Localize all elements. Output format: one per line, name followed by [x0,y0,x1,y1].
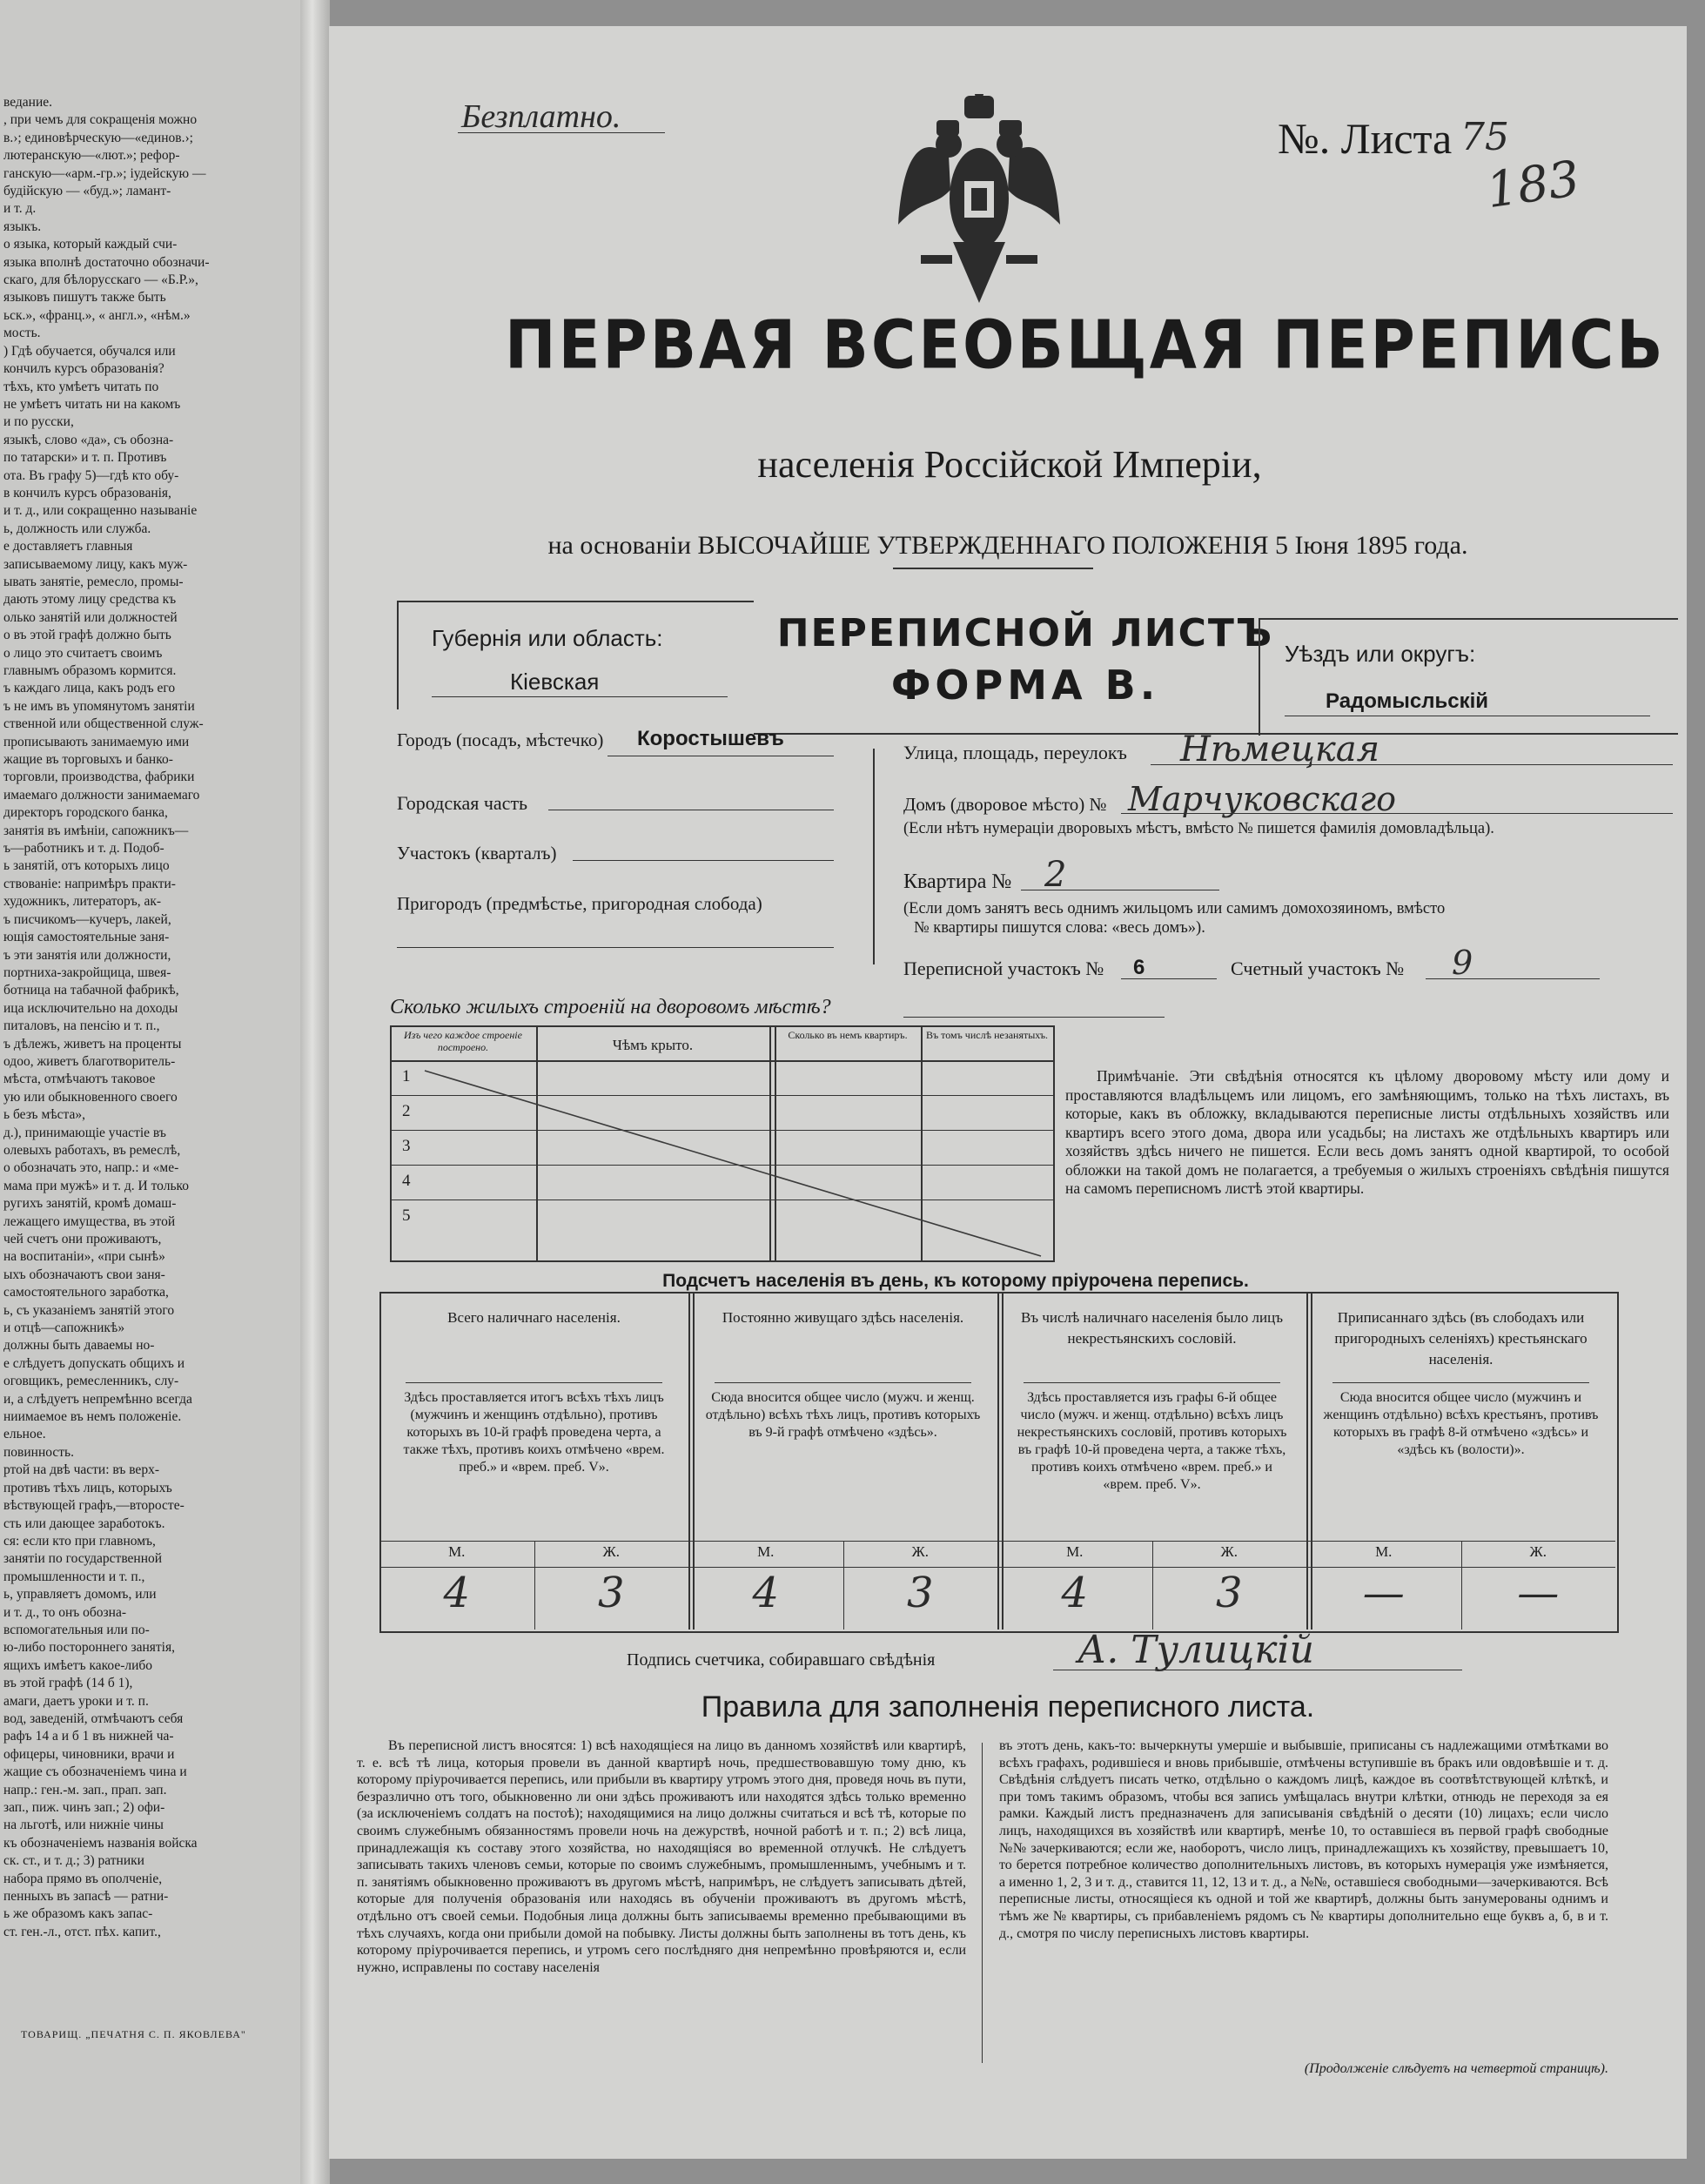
previous-page-line: ящихъ имѣетъ какое-либо [3,1657,153,1673]
count-district-value: 9 [1452,944,1473,982]
previous-page-line: рафъ 14 а и б 1 въ нижней ча- [3,1729,174,1744]
previous-page-line: и отцѣ—сапожникѣ» [3,1320,125,1336]
previous-page-line: напр.: ген.-м. зап., прап. зап. [3,1782,167,1798]
previous-page-line: ица исключительно на доходы [3,1000,178,1016]
sheet-number-value: 75 [1460,115,1509,159]
population-column-head: Приписаннаго здѣсь (въ слободахъ или пригородныхъ селеніяхъ) крестьянскаго населенія. [1334,1309,1588,1368]
male-count: — [1362,1569,1405,1617]
previous-page-line: ведание. [3,95,53,110]
female-label: Ж. [911,1543,929,1560]
count-district-label: Счетный участокъ № [1231,958,1405,979]
previous-page-line: ющія самостоятельные заня- [3,930,170,945]
double-headed-eagle-emblem [896,94,1062,310]
rules-column-1: Въ переписной листъ вносятся: 1) всѣ находящіеся на лицо въ данномъ хозяйствѣ или квартирѣ, т. е. всѣ тѣ лица, которыя провели въ данной квартирѣ ночь, предшествовавшую тому дню, къ которому пріурочивается перепись, или прибыли въ квартиру утромъ этого дня, проведя ночь въ пути, безразлично отъ того, обыкновенно ли они здѣсь проживаютъ или находятся здѣсь только временно (за исключеніемъ солдатъ на постоѣ); находящимися на лицо должны считаться и всѣ тѣ, которые по своимъ служебнымъ обязанностямъ провели ночь на дежурствѣ, ночной работѣ и т. п.; 2) всѣ лица, принадлежащія къ составу этого хозяйства, но находящіяся во временной отлучкѣ. Не слѣдуетъ записывать такихъ членовъ семьи, которые по своимъ служебнымъ, промышленнымъ, учебнымъ и т. п. занятіямъ обыкновенно проживаютъ въ другомъ мѣстѣ, напримѣръ, не слѣдуетъ записывать дѣтей, которые для полученія образованія или находясь въ обученіи проживаютъ въ другомъ мѣстѣ, отдѣльно отъ своей семьи. Подобныя лица должны быть записываемы временно пребывающими въ тѣхъ случаяхъ, когда они прибыли домой на побывку. Листы должны быть заполнены въ тотъ день, къ которому пріурочивается перепись, и утромъ сего послѣдняго дня непремѣнно провѣряются и, если нужно, исправлены по составу населенія [357,1738,966,1975]
street-label: Улица, площадь, переулокъ [903,742,1127,763]
form-title: ПЕРЕПИСНОЙ ЛИСТЪ [776,611,1274,655]
previous-page-line: ск. ст., и т. д.; 3) ратники [3,1853,144,1869]
previous-page-line: ю-либо постороннего занятія, [3,1640,175,1656]
buildings-col-material: Изъ чего каждое строеніе построено. [404,1029,522,1053]
previous-page-line: на льготѣ, или нижніе чины [3,1818,164,1833]
district-line [573,860,834,861]
previous-page-line: ъ—работникъ и т. д. Подоб- [3,841,164,857]
previous-page-line: занятія въ имѣніи, сапожникъ— [3,823,189,838]
house-line [1121,813,1673,814]
previous-page-line: самостоятельного заработка, [3,1285,169,1300]
street-line [1151,764,1673,765]
previous-page-line: в.›; единовѣрческую—«единов.›; [3,130,193,145]
previous-page-line: офицеры, чиновники, врачи и [3,1746,175,1762]
sheet-number-value-2: 183 [1482,150,1583,220]
previous-page-line: прописывають занимаемую ими [3,734,190,749]
previous-page-line: олько занятій или должностей [3,609,178,625]
suburb-label: Пригородъ (предмѣстье, пригородная слобода) [397,893,762,914]
previous-page-line: на воспитаніи», «при сынѣ» [3,1249,165,1265]
previous-page-line: ыхъ обозначаютъ свои заня- [3,1267,165,1282]
district-label: Участокъ (кварталъ) [397,843,557,864]
count-district-line [1426,978,1600,979]
previous-page-line: должны быть даваемы но- [3,1338,155,1354]
previous-page-line: тѣхъ, кто умѣетъ читать по [3,379,159,394]
address-divider [873,749,875,964]
apartment-note-2: № квартиры пишутся слова: «весь домъ»). [914,919,1205,937]
population-head-rule [715,1382,971,1383]
previous-page-line: питаловъ, на пенсію и т. п., [3,1018,160,1034]
previous-page-line: скаго, для бѣлорусскаго — «Б.Р.», [3,272,198,288]
building-row-number: 1 [402,1067,411,1085]
previous-page-line: языкѣ, слово «да», съ обозна- [3,432,174,447]
population-sex-divider [843,1541,844,1630]
previous-page-line: языка вполнѣ достаточно обозначи- [3,254,210,270]
male-label: М. [1066,1543,1084,1560]
apartment-value: 2 [1044,855,1067,895]
right-box-top [1260,618,1678,620]
apartment-label: Квартира № [903,870,1012,893]
previous-page-line: ъ дѣлежъ, живетъ на проценты [3,1036,182,1052]
male-count: 4 [443,1569,471,1617]
previous-page-line: амаги, даетъ уроки и т. п. [3,1693,149,1709]
buildings-col-apartments: Сколько въ немъ квартиръ. [788,1029,908,1041]
street-value: Нѣмецкая [1180,729,1380,769]
previous-page-line: и по русски, [3,414,74,430]
page-title: ПЕРВАЯ ВСЕОБЩАЯ ПЕРЕПИСЬ [505,305,1666,385]
previous-page-line: записываемому лицу, какъ муж- [3,556,188,572]
left-box-top [397,601,754,602]
buildings-question: Сколько жилыхъ строеній на дворовомъ мѣстѣ? [390,996,831,1018]
previous-page-line: ь же образомъ какъ запас- [3,1906,153,1922]
census-district-line [1121,978,1217,979]
previous-page-line: ганскую—«арм.-гр.»; іудейскую — [3,165,206,181]
previous-page-line: ь занятій, отъ которыхъ лицо [3,858,170,874]
previous-page-line: лежащего имущества, въ этой [3,1213,176,1229]
previous-page-line: и, а слѣдуетъ непремѣнно всегда [3,1391,192,1407]
census-form-page [329,26,1687,2159]
previous-page-line: къ обозначеніемъ названія войска [3,1835,198,1851]
female-count: — [1517,1569,1560,1617]
divider [893,568,1093,569]
previous-page-line: д.), принимающіе участіе въ [3,1125,166,1140]
previous-page-line: жащие въ торговыхъ и банко- [3,752,173,768]
free-underline [458,132,665,133]
previous-page-line: ст. ген.-л., отст. пѣх. капит., [3,1924,161,1939]
gubernia-line [432,696,728,697]
uezd-label: Уѣздъ или округъ: [1285,641,1476,667]
previous-page-line: вспомогательныя или по- [3,1622,150,1637]
previous-page-line: лютеранскую—«лют.»; рефор- [3,148,180,164]
previous-page-line: имаемаго должности занимаемаго [3,787,200,803]
population-head-rule [406,1382,662,1383]
previous-page-line: ь, съ указаніемъ занятій этого [3,1302,175,1318]
previous-page-line: оговщикъ, ремесленникъ, слу- [3,1374,179,1389]
previous-page-line: ) Гдѣ обучается, обучался или [3,343,176,359]
male-count: 4 [752,1569,780,1617]
left-box-side [397,601,399,709]
previous-page-line: е доставляетъ главныя [3,539,133,554]
building-row-number: 3 [402,1137,411,1155]
population-sex-divider [1152,1541,1153,1630]
previous-page-line: о языка, который каждый счи- [3,237,178,252]
free-label: Безплатно. [461,98,621,135]
previous-page-line: занятіи по государственной [3,1551,163,1567]
previous-page-line: вод, заведеній, отмѣчаютъ себя [3,1710,184,1726]
previous-page-line: е слѣдуетъ допускать общихъ и [3,1355,185,1371]
previous-page-line: ь, управляетъ домомъ, или [3,1587,157,1603]
apartment-note-1: (Если домъ занятъ весь однимъ жильцомъ или самимъ домохозяиномъ, вмѣсто [903,900,1446,917]
previous-page-line: мость. [3,326,41,341]
previous-page-line: въ этой графѣ (14 б 1), [3,1676,133,1691]
previous-page-line: художникъ, литераторъ, ак- [3,894,162,910]
population-value-rule [379,1567,1615,1568]
house-label: Домъ (дворовое мѣсто) № [903,794,1107,815]
previous-page-line: ывать занятіе, ремесло, промы- [3,574,184,589]
male-label: М. [1375,1543,1393,1560]
previous-page-line: жащие съ обозначеніемъ чина и [3,1764,187,1780]
previous-page-line: и т. д. [3,201,37,217]
page-subtitle: населенія Россійской Имперіи, [757,443,1262,486]
previous-page-line: противъ тѣхъ лицъ, которыхъ [3,1480,172,1495]
male-count: 4 [1061,1569,1089,1617]
previous-page-line: сть или дающее заработокъ. [3,1515,165,1531]
previous-page-line: ь, должность или служба. [3,521,151,536]
census-district-value: 6 [1133,956,1145,979]
rules-divider [982,1743,983,2063]
building-row-number: 2 [402,1102,411,1120]
previous-page-line: портниха-закройщица, швея- [3,964,171,980]
previous-page-line: не умѣетъ читать ни на какомъ [3,396,181,412]
suburb-line [397,947,834,948]
previous-page-line: о лицо это считаетъ своимъ [3,645,163,661]
previous-page-line: ую или обыкновенного своего [3,1089,178,1105]
house-note: (Если нѣтъ нумераціи дворовыхъ мѣстъ, вмѣсто № пишется фамилія домовладѣльца). [903,820,1494,837]
female-count: 3 [906,1569,934,1617]
previous-page-line: одоо, живетъ благотворитель- [3,1053,176,1069]
city-part-label: Городская часть [397,792,528,814]
population-sex-header-rule [379,1541,1615,1542]
rules-column-2: въ этотъ день, какъ-то: вычеркнуты умершіе и выбывшіе, приписаны съ надлежащими отмѣтками во всѣхъ графахъ, родившіеся и вновь прибывшіе, отмѣчены вступившіе въ бракъ или овдовѣвшіе и т. д. Свѣдѣнія слѣдуетъ писать четко, отдѣльно о каждомъ лицѣ, каждое въ соотвѣтствующей клѣткѣ, и при томъ такимъ образомъ, чтобы вся запись умѣщалась внутри клѣтки, отнюдь не переходя за ея рамки. Каждый листъ предназначенъ для записыванія свѣдѣній о десяти (10) лицахъ; если число лицъ, находящихся въ хозяйствѣ или квартирѣ, менѣе 10, то оставшіеся въ первой графѣ свободные №№ зачеркиваются; если же, наоборотъ, число лицъ, принадлежащихъ къ хозяйству, превышаетъ 10, то берется потребное количество дополнительныхъ листовъ, въ которыхъ нумерація уже измѣняется, а именно 1, 2, 3 и т. д., ставится 11, 12, 13 и т. д., а №№, оставшіеся свободными—зачеркиваются. Всѣ переписные листы, относящіеся къ одной и той же квартирѣ, должны быть занумерованы однимъ и тѣмъ же № квартиры, съ прибавленіемъ рядомъ съ № квартиры дополнительно еще буквъ а, б, в и т. д., смотря по числу переписныхъ листовъ квартиры. [999,1738,1608,1941]
previous-page-line: ъ не имъ въ упомянутомъ занятіи [3,698,195,714]
previous-page-line: дають этому лицу средства къ [3,592,177,608]
previous-page-line: ъ каждаго лица, какъ родъ его [3,681,176,696]
population-column-head: Въ числѣ наличнаго населенія было лицъ некрестьянскихъ сословій. [1020,1309,1284,1347]
previous-page-line: ругихъ занятій, кромѣ домаш- [3,1196,177,1212]
buildings-answer-line [903,1017,1165,1018]
female-label: Ж. [602,1543,620,1560]
sheet-number-label: №. Листа [1278,114,1453,163]
cross-out-stroke [390,1060,1053,1259]
city-label: Городъ (посадъ, мѣстечко) [397,729,604,750]
city-value: Коростышевъ [637,727,784,750]
buildings-col-roof: Чѣмъ крыто. [612,1037,694,1053]
population-head-rule [1024,1382,1280,1383]
legal-basis: на основаніи ВЫСОЧАЙШЕ УТВЕРЖДЕННАГО ПОЛОЖЕНІЯ 5 Іюня 1895 года. [547,531,1468,560]
previous-page-line: и т. д., или сокращенно называніе [3,503,198,519]
population-sex-divider [534,1541,535,1630]
signature-value: А. Тулицкій [1077,1628,1314,1672]
population-sex-divider [1461,1541,1462,1630]
previous-page-line: ельное. [3,1427,46,1442]
previous-page-line: кончилъ курсъ образованія? [3,361,164,377]
male-label: М. [448,1543,466,1560]
signature-label: Подпись счетчика, собиравшаго свѣдѣнія [627,1650,936,1670]
building-row-number: 5 [402,1206,411,1225]
previous-page-line: ота. Въ графу 5)—гдѣ кто обу- [3,467,179,483]
previous-page-line: ь безъ мѣста», [3,1107,86,1123]
previous-page-line: ственной или общественной служ- [3,716,204,732]
population-column-head: Всего наличнаго населенія. [447,1309,621,1326]
previous-page-line: ъ эти занятія или должности, [3,947,171,963]
house-value: Марчуковскаго [1128,780,1396,818]
uezd-value: Радомысльскій [1326,689,1488,713]
previous-page-line: по татарски» и т. п. Противъ [3,450,167,466]
previous-page-line: ся: если кто при главномъ, [3,1533,156,1549]
previous-page-line: в кончилъ курсъ образованія, [3,485,171,501]
population-column-description: Здѣсь проставляется итогъ всѣхъ тѣхъ лицъ (мужчинъ и женщинъ отдѣльно), противъ которыхъ въ 10-й графѣ проведена черта, а также тѣхъ, противъ коихъ отмѣчено «врем. преб.» и «врем. преб. V». [403,1390,665,1475]
previous-page-line: о въ этой графѣ должно быть [3,628,171,643]
male-label: М. [757,1543,775,1560]
female-count: 3 [1215,1569,1243,1617]
rules-title: Правила для заполненія переписного листа. [701,1690,1315,1724]
previous-page-line: языковъ пишутъ также быть [3,290,166,306]
previous-page-line: повинность. [3,1444,74,1460]
female-label: Ж. [1529,1543,1547,1560]
previous-page-line: директоръ городского банка, [3,805,168,821]
previous-page-line: языкъ. [3,218,42,234]
census-district-label: Переписной участокъ № [903,958,1104,979]
previous-page-line: будійскую — «буд.»; ламант- [3,184,171,199]
previous-page-line: зап., пиж. чинъ зап.; 2) офи- [3,1800,165,1815]
building-row-number: 4 [402,1172,411,1190]
previous-page-line: ртой на двѣ части: въ верх- [3,1462,159,1478]
form-letter: ФОРМА В. [890,662,1160,709]
buildings-col-vacant: Въ томъ числѣ незанятыхъ. [925,1029,1049,1041]
gubernia-label: Губернія или область: [432,625,663,651]
previous-page-line: ствованіе: напримѣръ практи- [3,876,176,891]
printer-footer: ТОВАРИЩ. „ПЕЧАТНЯ С. П. ЯКОВЛЕВА" [21,2028,246,2040]
previous-page-line: промышленности и т. п., [3,1569,145,1584]
population-title: Подсчетъ населенія въ день, къ которому пріурочена перепись. [662,1271,1249,1291]
previous-page-line: торговли, производства, фабрики [3,769,195,785]
right-box-side [1259,618,1260,736]
previous-page-line: главнымъ образомъ кормится. [3,663,177,678]
gubernia-value: Кіевская [510,669,600,695]
previous-page-line: ботница на табачной фабрикѣ, [3,983,179,998]
book-spine [300,0,330,2184]
previous-page [0,0,324,2184]
female-count: 3 [597,1569,625,1617]
female-label: Ж. [1220,1543,1238,1560]
population-column-description: Сюда вносится общее число (мужч. и женщ. отдѣльно) всѣхъ тѣхъ лицъ, противъ которыхъ въ 9-й графѣ отмѣчено «здѣсь». [705,1390,981,1440]
previous-page-line: пенныхъ въ запасѣ — ратни- [3,1889,169,1905]
previous-page-line: мама при мужѣ» и т. д. И только [3,1178,190,1193]
buildings-note: Примѣчаніе. Эти свѣдѣнія относятся къ цѣлому дворовому мѣсту или дому и проставляются владѣльцемъ или лицомъ, его замѣняющимъ, только на тѣхъ листахъ, въ которые, какъ въ обложку, вкладываются переписные листы отдѣльныхъ хозяйствъ или квартиръ всего этого дома, двора или усадьбы; на листахъ же отдѣльныхъ квартиръ или хозяйствъ здѣсь ничего не пишется. Если весь домъ занятъ одной квартирой, то особой обложки на такой домъ не полагается, а требуемыя о жилыхъ строеніяхъ свѣдѣнія пишутся на самомъ переписномъ листѣ этой квартиры. [1065,1067,1669,1197]
previous-page-line: о обозначать это, напр.: и «ме- [3,1160,179,1176]
previous-page-line: ъ писчикомъ—кучеръ, лакей, [3,911,171,927]
population-column-description: Сюда вносится общее число (мужчинъ и женщинъ отдѣльно) всѣхъ крестьянъ, противъ которыхъ въ графѣ 8-й отмѣчено «здѣсь» и «здѣсь къ (волости)». [1323,1390,1599,1457]
previous-page-line: вѣствующей графъ,—второстe- [3,1498,185,1514]
previous-page-line: мѣста, отмѣчаютъ таковое [3,1072,156,1087]
population-column-head: Постоянно живущаго здѣсь населенія. [722,1309,964,1326]
previous-page-line: ниимаемое въ немъ положеніе. [3,1409,182,1425]
previous-page-line: олевыхъ работахъ, въ ремеслѣ, [3,1142,181,1158]
rules-continued: (Продолженіе слѣдуетъ на четвертой страницѣ). [1304,2061,1608,2076]
previous-page-line: чей счетъ они проживаютъ, [3,1232,162,1247]
population-head-rule [1332,1382,1589,1383]
previous-page-text [3,94,258,1941]
population-column-description: Здѣсь проставляется изъ графы 6-й общее число (мужч. и женщ. отдѣльно) всѣхъ лицъ некрестьянскихъ сословій, противъ которыхъ въ графѣ 10-й проведена черта, а также тѣхъ, противъ коихъ отмѣчено «врем. преб.» и «врем. преб. V». [1017,1390,1287,1492]
previous-page-line: и т. д., то онъ обозна- [3,1604,127,1620]
previous-page-line: , при чемъ для сокращенія можно [3,112,198,128]
previous-page-line: набора прямо въ ополченіе, [3,1871,163,1886]
previous-page-line: ьск.», «франц.», « англ.», «нѣм.» [3,307,191,323]
